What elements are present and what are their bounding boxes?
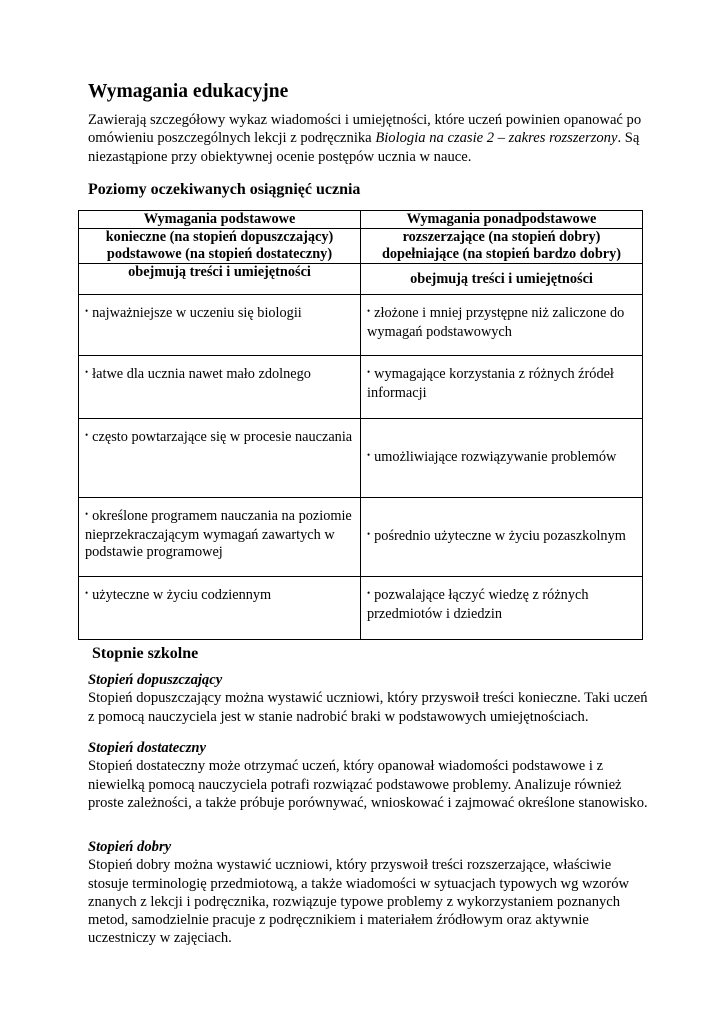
bullet-icon: •	[367, 588, 371, 598]
header-advanced-sub	[361, 229, 643, 264]
grade-title: Stopień dostateczny	[88, 740, 206, 756]
header-basic-sub-1: konieczne (na stopień dopuszczający)	[105, 229, 334, 245]
table-header-row-scope	[79, 264, 643, 295]
header-basic-sub-2: podstawowe (na stopień dostateczny)	[106, 246, 333, 262]
grades-heading: Stopnie szkolne	[92, 645, 199, 662]
bullet-icon: •	[367, 449, 371, 460]
requirements-table	[78, 210, 643, 640]
table-row	[79, 577, 643, 640]
header-basic-sub	[79, 229, 361, 264]
basic-cell	[79, 295, 361, 356]
advanced-text: pozwalające łączyć wiedzę z różnych przedmiotów i dziedzin	[367, 587, 589, 622]
intro-text-part2: . Są niezastąpione przy obiektywnej ocenie postępów ucznia w nauce.	[88, 130, 640, 165]
intro-book-title: Biologia na czasie 2 – zakres rozszerzony	[375, 130, 618, 147]
bullet-icon: •	[85, 430, 89, 440]
bullet-icon: •	[85, 588, 89, 598]
grade-text: Stopień dobry można wystawić uczniowi, który przyswoił treści rozszerzające, właściwie stosuje terminologię przedmiotową, a także wiadomości w sytuacjach typowych wg wzorów znanych z lekcji i podręcznika, rozwiązuje typowe problemy z wykorzystaniem poznanych metod, samodzielnie pracuje z podręcznikiem i materiałem źródłowym oraz aktywnie uczestniczy w zajęciach.	[88, 857, 630, 947]
advanced-cell	[361, 498, 643, 577]
bullet-icon: •	[367, 367, 371, 377]
grade-section	[88, 671, 648, 726]
bullet-icon: •	[85, 509, 89, 519]
table-row	[79, 295, 643, 356]
table-header-row-titles	[79, 211, 643, 229]
basic-cell	[79, 577, 361, 640]
grade-text: Stopień dopuszczający można wystawić uczniowi, który przyswoił treści konieczne. Taki uczeń z pomocą nauczyciela jest w stanie nadrobić braki w podstawowych umiejętnościach.	[88, 690, 648, 725]
bullet-icon: •	[85, 306, 89, 316]
grade-text: Stopień dostateczny może otrzymać uczeń, który opanował wiadomości podstawowe i z niewielką pomocą nauczyciela potrafi rozwiązać podstawowe problemy. Analizuje również proste zależności, a także próbuje porównywać, wnioskować i zajmować określone stanowisko.	[88, 758, 648, 811]
table-header-row-subs	[79, 229, 643, 264]
advanced-text: wymagające korzystania z różnych źródeł informacji	[367, 366, 614, 401]
header-basic-scope: obejmują treści i umiejętności	[79, 264, 361, 295]
advanced-text: pośrednio użyteczne w życiu pozaszkolnym	[374, 527, 626, 544]
header-advanced-sub-1: rozszerzające (na stopień dobry)	[402, 229, 601, 245]
basic-cell	[79, 419, 361, 498]
table-row	[79, 356, 643, 419]
basic-text: łatwe dla ucznia nawet mało zdolnego	[92, 366, 311, 382]
advanced-cell	[361, 419, 643, 498]
advanced-cell	[361, 356, 643, 419]
basic-text: często powtarzające się w procesie nauczania	[92, 429, 353, 445]
basic-text: użyteczne w życiu codziennym	[92, 587, 272, 603]
intro-text-part1: Zawierają szczegółowy wykaz wiadomości i umiejętności, które uczeń powinien opanować po omówieniu poszczególnych lekcji z podręcznika	[88, 112, 642, 147]
header-basic-title: Wymagania podstawowe	[79, 211, 361, 229]
header-advanced-title: Wymagania ponadpodstawowe	[361, 211, 643, 229]
basic-text: określone programem nauczania na poziomie nieprzekraczającym wymagań zawartych w podstawie programowej	[85, 508, 352, 560]
intro-paragraph	[88, 111, 648, 166]
advanced-text: złożone i mniej przystępne niż zaliczone do wymagań podstawowych	[367, 305, 625, 340]
grade-title: Stopień dobry	[88, 839, 172, 855]
bullet-icon: •	[367, 528, 371, 539]
header-advanced-scope: obejmują treści i umiejętności	[361, 264, 643, 295]
grade-title: Stopień dopuszczający	[88, 672, 223, 688]
advanced-cell	[361, 577, 643, 640]
page-title: Wymagania edukacyjne	[88, 81, 289, 102]
grade-section	[88, 739, 648, 812]
advanced-cell	[361, 295, 643, 356]
levels-heading: Poziomy oczekiwanych osiągnięć ucznia	[88, 181, 361, 198]
table-row	[79, 498, 643, 577]
advanced-text: umożliwiające rozwiązywanie problemów	[374, 448, 617, 465]
bullet-icon: •	[85, 367, 89, 377]
basic-cell	[79, 498, 361, 577]
bullet-icon: •	[367, 306, 371, 316]
basic-text: najważniejsze w uczeniu się biologii	[92, 305, 302, 321]
header-advanced-sub-2: dopełniające (na stopień bardzo dobry)	[381, 246, 622, 262]
table-row	[79, 419, 643, 498]
basic-cell	[79, 356, 361, 419]
grade-section	[88, 838, 648, 948]
